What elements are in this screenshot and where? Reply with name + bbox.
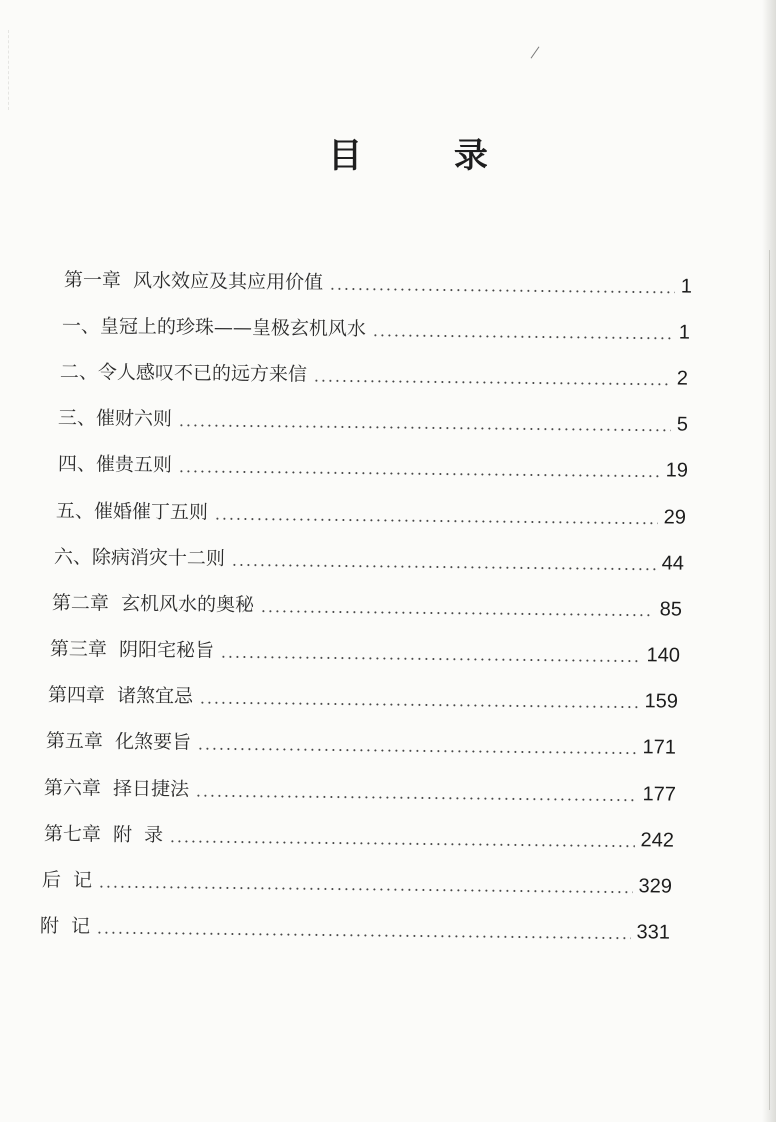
- toc-entry[interactable]: [46, 723, 676, 760]
- toc-entry-label: 第七章 附 录: [43, 823, 164, 847]
- toc-leader-dots: [260, 610, 654, 616]
- toc-page-number: 177: [642, 783, 677, 806]
- toc-page-number: 171: [642, 736, 677, 759]
- toc-page-number: 329: [638, 875, 673, 898]
- toc-leader-dots: [372, 334, 673, 339]
- toc-entry-label: 二、令人感叹不已的远方来信: [59, 361, 308, 386]
- toc-entry[interactable]: [60, 354, 688, 391]
- toc-page-number: 19: [665, 459, 689, 482]
- toc-entry[interactable]: [44, 816, 674, 853]
- page-title: 目 录: [328, 136, 528, 176]
- toc-entry-label: 四、催贵五则: [57, 453, 173, 477]
- toc-leader-dots: [220, 656, 641, 662]
- toc-leader-dots: [329, 288, 675, 294]
- toc-page-number: 159: [644, 690, 679, 713]
- toc-page-number: 44: [661, 552, 685, 575]
- toc-entry-label: 第二章 玄机风水的奥秘: [51, 592, 255, 617]
- toc-entry-label: 第六章 择日捷法: [43, 777, 190, 801]
- toc-page-number: 140: [646, 644, 681, 667]
- toc-page-number: 1: [680, 275, 693, 298]
- toc-page-number: 2: [676, 367, 689, 390]
- toc-leader-dots: [178, 424, 671, 431]
- toc-entry[interactable]: [62, 308, 690, 345]
- toc-leader-dots: [98, 886, 633, 894]
- toc-leader-dots: [96, 932, 631, 940]
- toc-page-number: 331: [636, 921, 671, 944]
- toc-entry[interactable]: [48, 677, 678, 714]
- toc-page-number: 242: [640, 829, 675, 852]
- toc-page-number: 29: [663, 506, 687, 529]
- toc-entry[interactable]: [52, 585, 682, 622]
- toc-entry-label: 后 记: [41, 869, 93, 892]
- toc-leader-dots: [178, 470, 660, 477]
- toc-leader-dots: [197, 748, 637, 755]
- toc-entry[interactable]: [54, 539, 684, 576]
- toc-leader-dots: [313, 380, 671, 386]
- toc-entry[interactable]: [42, 862, 672, 899]
- toc-entry-label: 第三章 阴阳宅秘旨: [49, 638, 215, 662]
- toc-leader-dots: [169, 840, 634, 847]
- toc-page-number: 1: [678, 321, 691, 344]
- toc-entry[interactable]: [40, 908, 670, 945]
- toc-leader-dots: [231, 564, 656, 570]
- toc-leader-dots: [195, 795, 637, 802]
- toc-entry[interactable]: [64, 262, 692, 299]
- toc-entry-label: 第一章 风水效应及其应用价值: [63, 269, 324, 294]
- toc-entry-label: 第四章 诸煞宜忌: [47, 684, 194, 708]
- toc-entry[interactable]: [56, 493, 686, 530]
- toc-entry[interactable]: [58, 446, 688, 483]
- toc-entry-label: 第五章 化煞要旨: [45, 730, 192, 754]
- toc-page-number: 85: [659, 598, 683, 621]
- toc-entry[interactable]: [44, 770, 676, 807]
- toc-entry-label: 六、除病消灾十二则: [53, 546, 226, 570]
- toc-entry[interactable]: [58, 400, 688, 437]
- toc-entry-label: 一、皇冠上的珍珠——皇极玄机风水: [61, 315, 367, 341]
- toc-entry-label: 附 记: [39, 915, 91, 938]
- toc-entry-label: 五、催婚催丁五则: [55, 500, 209, 524]
- toc-leader-dots: [214, 518, 658, 525]
- toc-entry-label: 三、催财六则: [57, 407, 173, 431]
- toc-leader-dots: [199, 702, 639, 709]
- toc-entry[interactable]: [50, 631, 680, 668]
- toc-page-number: 5: [676, 413, 689, 436]
